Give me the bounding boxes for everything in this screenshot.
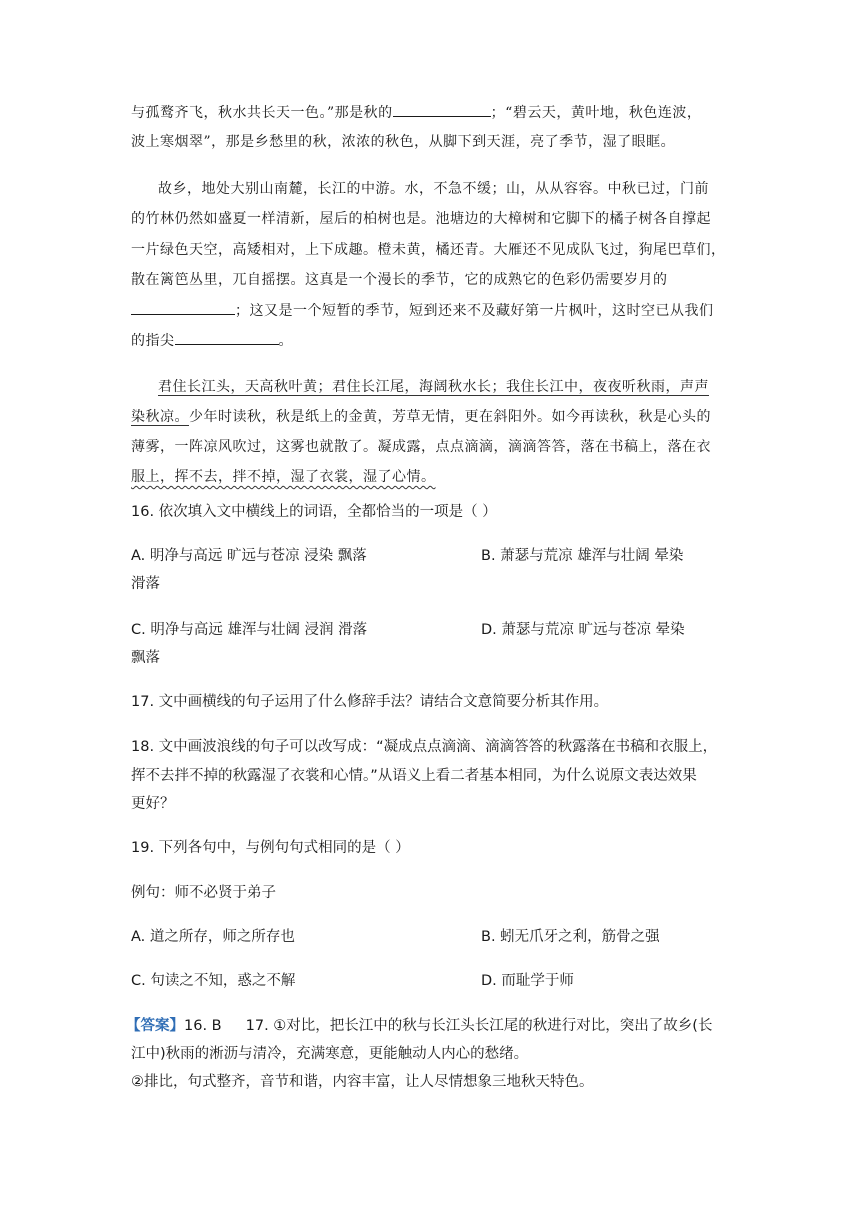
answer-line: 江中)秋雨的淅沥与清冷，充满寒意，更能触动人内心的愁绪。 <box>131 1046 529 1062</box>
question-19-stem: 19. 下列各句中，与例句句式相同的是（ ） <box>131 840 410 856</box>
passage-line: 的竹林仍然如盛夏一样清新，屋后的柏树也是。池塘边的大樟树和它脚下的橘子树各自撑起 <box>131 211 711 227</box>
question-16-stem: 16. 依次填入文中横线上的词语，全都恰当的一项是（ ） <box>131 504 497 520</box>
passage-text: 少年时读秋，秋是纸上的金黄，芳草无情，更在斜阳外。如今再读秋，秋是心头的 <box>189 409 711 425</box>
wavy-underlined-sentence: 服上，挥不去，拌不掉，湿了衣裳，湿了心情。 <box>131 469 436 485</box>
question-18-line: 18. 文中画波浪线的句子可以改写成：“凝成点点滴滴、滴滴答答的秋露落在书稿和衣服上， <box>131 739 718 755</box>
question-19-option-a: A. 道之所存，师之所存也 <box>131 929 295 945</box>
question-16-option-d-cont: 飘落 <box>131 650 160 666</box>
passage-line <box>131 437 711 457</box>
question-16-option-b: B. 萧瑟与荒凉 雄浑与壮阔 晕染 <box>481 548 684 564</box>
passage-line <box>131 102 701 123</box>
passage-line <box>131 467 436 487</box>
passage-text: ；这又是一个短暂的季节，短到还来不及藏好第一片枫叶，这时空已从我们 <box>235 303 714 319</box>
question-19-option-b: B. 蚓无爪牙之利，筋骨之强 <box>481 929 660 945</box>
underlined-sentence: 染秋凉。 <box>131 409 189 425</box>
passage-line: 散在篱笆丛里，兀自摇摆。这真是一个漫长的季节，它的成熟它的色彩仍需要岁月的 <box>131 272 668 288</box>
passage-text: 。 <box>278 333 293 349</box>
passage-text: 薄雾，一阵凉风吹过，这雾也就散了。凝成露，点点滴滴，滴滴答答，落在书稿上，落在衣 <box>131 439 711 455</box>
passage-line: 波上寒烟翠”，那是乡愁里的秋，浓浓的秋色，从脚下到天涯，亮了季节，湿了眼眶。 <box>131 134 676 150</box>
passage-line <box>131 407 711 427</box>
question-18-line: 更好？ <box>131 796 175 812</box>
answer-tag: 【答案】 <box>126 1018 184 1034</box>
passage-line <box>131 330 293 351</box>
underlined-sentence: 君住长江头，天高秋叶黄；君住长江尾，海阔秋水长；我住长江中，夜夜听秋雨，声声 <box>158 379 709 395</box>
question-16-option-d: D. 萧瑟与荒凉 旷远与苍凉 晕染 <box>481 622 685 638</box>
question-19-option-c: C. 句读之不知，惑之不解 <box>131 973 296 989</box>
passage-line <box>158 377 709 397</box>
passage-text: 的指尖 <box>131 333 175 349</box>
passage-line: 一片绿色天空，高矮相对，上下成趣。橙未黄，橘还青。大雁还不见成队飞过，狗尾巴草们， <box>131 242 726 258</box>
answer-17-text: 17. ①对比，把长江中的秋与长江头长江尾的秋进行对比，突出了故乡(长 <box>245 1018 713 1034</box>
question-16-option-a: A. 明净与高远 旷远与苍凉 浸染 飘落 <box>131 548 367 564</box>
fill-blank-2 <box>131 300 235 315</box>
passage-text: 与孤鹜齐飞，秋水共长天一色。”那是秋的 <box>131 105 393 121</box>
fill-blank-3 <box>175 330 279 345</box>
question-19-example: 例句：师不必贤于弟子 <box>131 885 276 901</box>
passage-text: ；“碧云天，黄叶地，秋色连波， <box>490 105 702 121</box>
question-17: 17. 文中画横线的句子运用了什么修辞手法？请结合文意简要分析其作用。 <box>131 694 609 710</box>
passage-line <box>131 300 714 321</box>
question-16-option-c: C. 明净与高远 雄浑与壮阔 浸润 滑落 <box>131 622 368 638</box>
passage-line: 故乡，地处大别山南麓，长江的中游。水，不急不缓；山，从从容容。中秋已过，门前 <box>158 181 709 197</box>
question-18-line: 挥不去拌不掉的秋露湿了衣裳和心情。”从语义上看二者基本相同，为什么说原文表达效果 <box>131 768 697 784</box>
question-19-option-d: D. 而耻学于师 <box>481 973 574 989</box>
question-16-option-b-cont: 滑落 <box>131 576 160 592</box>
answer-16: 16. B <box>184 1018 222 1034</box>
answer-line: ②排比，句式整齐，音节和谐，内容丰富，让人尽情想象三地秋天特色。 <box>131 1074 594 1090</box>
answer-line <box>126 1016 712 1036</box>
fill-blank-1 <box>393 102 491 117</box>
